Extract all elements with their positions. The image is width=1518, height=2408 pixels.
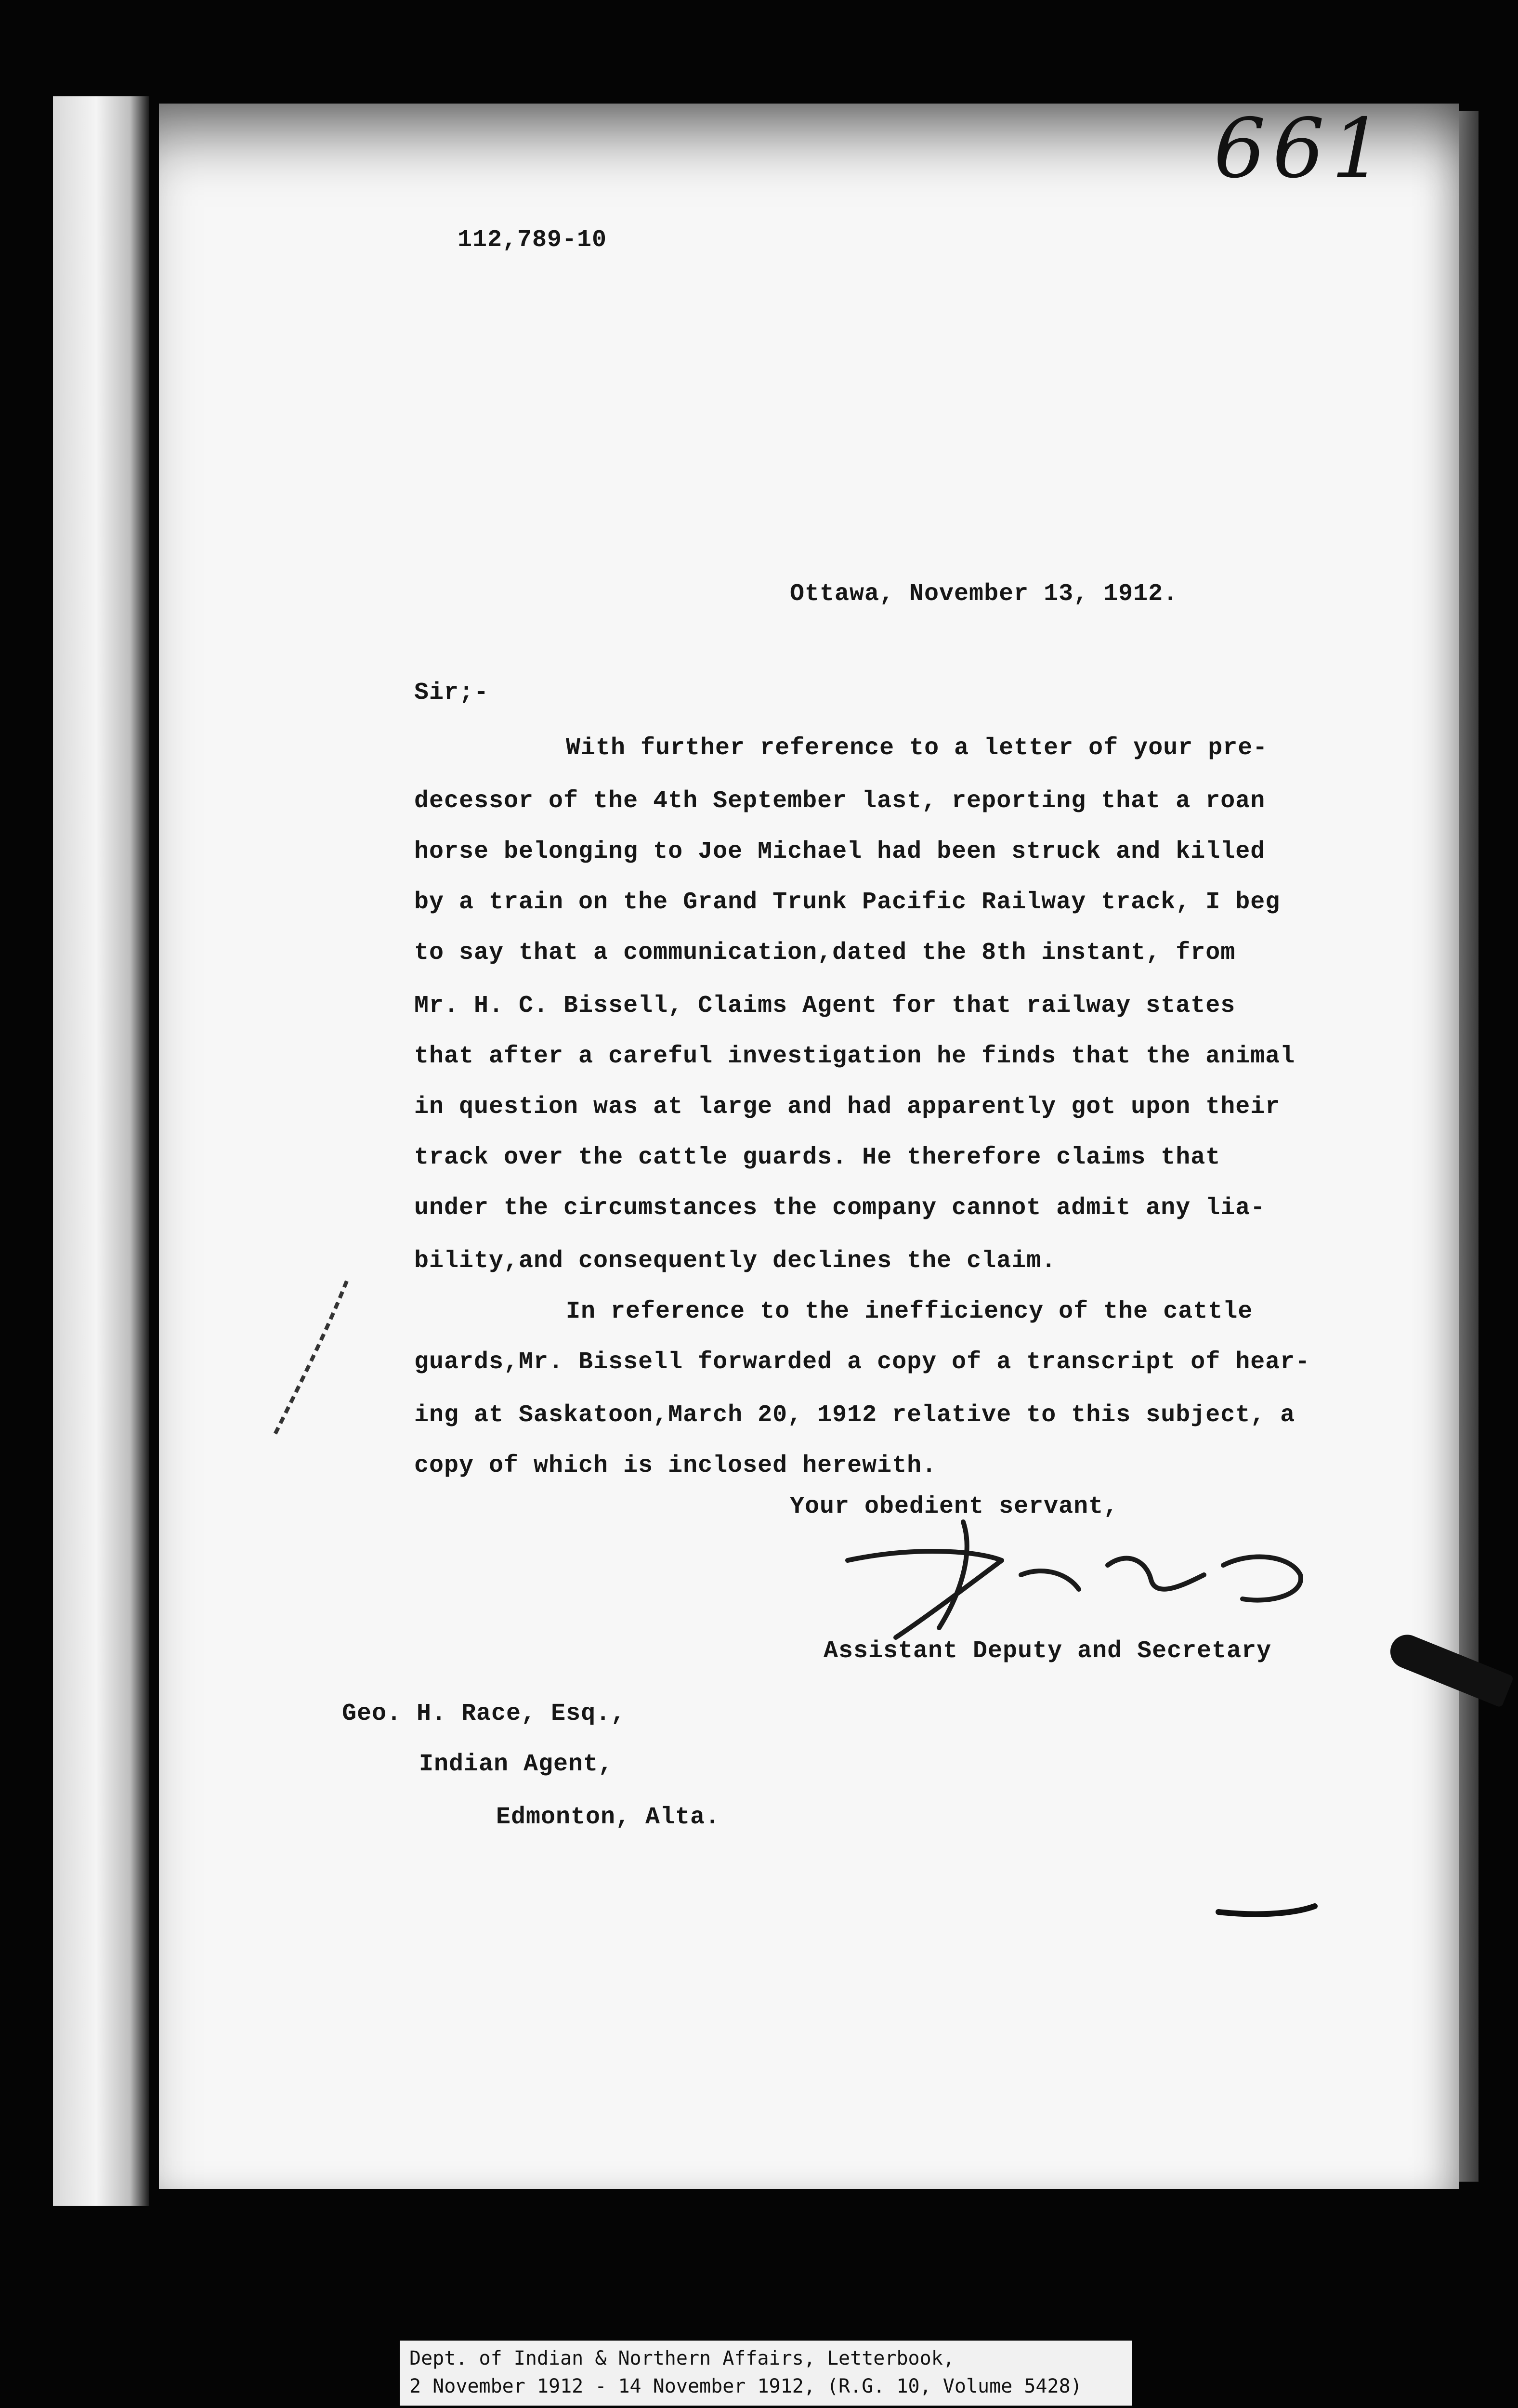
body-line: With further reference to a letter of your pre- [566, 734, 1268, 762]
body-line: under the circumstances the company cannot admit any lia- [414, 1194, 1266, 1222]
page-curled-edge [53, 96, 149, 2206]
stray-pen-mark [260, 1271, 356, 1445]
salutation: Sir;- [414, 679, 489, 707]
body-line: horse belonging to Joe Michael had been struck and killed [414, 838, 1266, 865]
body-line: ing at Saskatoon,March 20, 1912 relative to this subject, a [414, 1401, 1296, 1429]
body-line: track over the cattle guards. He therefore claims that [414, 1144, 1221, 1171]
underline-mark [1214, 1898, 1320, 1922]
body-line: decessor of the 4th September last, reporting that a roan [414, 787, 1266, 815]
body-line: to say that a communication,dated the 8th instant, from [414, 939, 1236, 967]
signatory-title: Assistant Deputy and Secretary [824, 1637, 1272, 1665]
closing: Your obedient servant, [790, 1493, 1119, 1520]
file-reference: 112,789-10 [458, 226, 607, 254]
body-line: Mr. H. C. Bissell, Claims Agent for that railway states [414, 992, 1236, 1020]
archive-reference-line: 2 November 1912 - 14 November 1912, (R.G. 10, Volume 5428) [409, 2375, 1082, 2397]
body-line: bility,and consequently declines the claim. [414, 1247, 1057, 1275]
archive-reference-label [400, 2341, 1132, 2406]
addressee-name: Geo. H. Race, Esq., [342, 1700, 626, 1727]
signature-mark [819, 1493, 1348, 1657]
place-date: Ottawa, November 13, 1912. [790, 580, 1178, 608]
body-line: in question was at large and had apparently got upon their [414, 1093, 1281, 1121]
body-line: guards,Mr. Bissell forwarded a copy of a transcript of hear- [414, 1348, 1310, 1376]
folio-number: 661 [1214, 101, 1390, 196]
body-line: by a train on the Grand Trunk Pacific Railway track, I beg [414, 889, 1281, 916]
archive-reference-line: Dept. of Indian & Northern Affairs, Letterbook, [409, 2347, 955, 2369]
addressee-location: Edmonton, Alta. [496, 1804, 720, 1831]
addressee-title: Indian Agent, [419, 1751, 614, 1778]
body-line: that after a careful investigation he finds that the animal [414, 1043, 1296, 1070]
body-line: In reference to the inefficiency of the cattle [566, 1298, 1253, 1325]
body-line: copy of which is inclosed herewith. [414, 1452, 937, 1479]
